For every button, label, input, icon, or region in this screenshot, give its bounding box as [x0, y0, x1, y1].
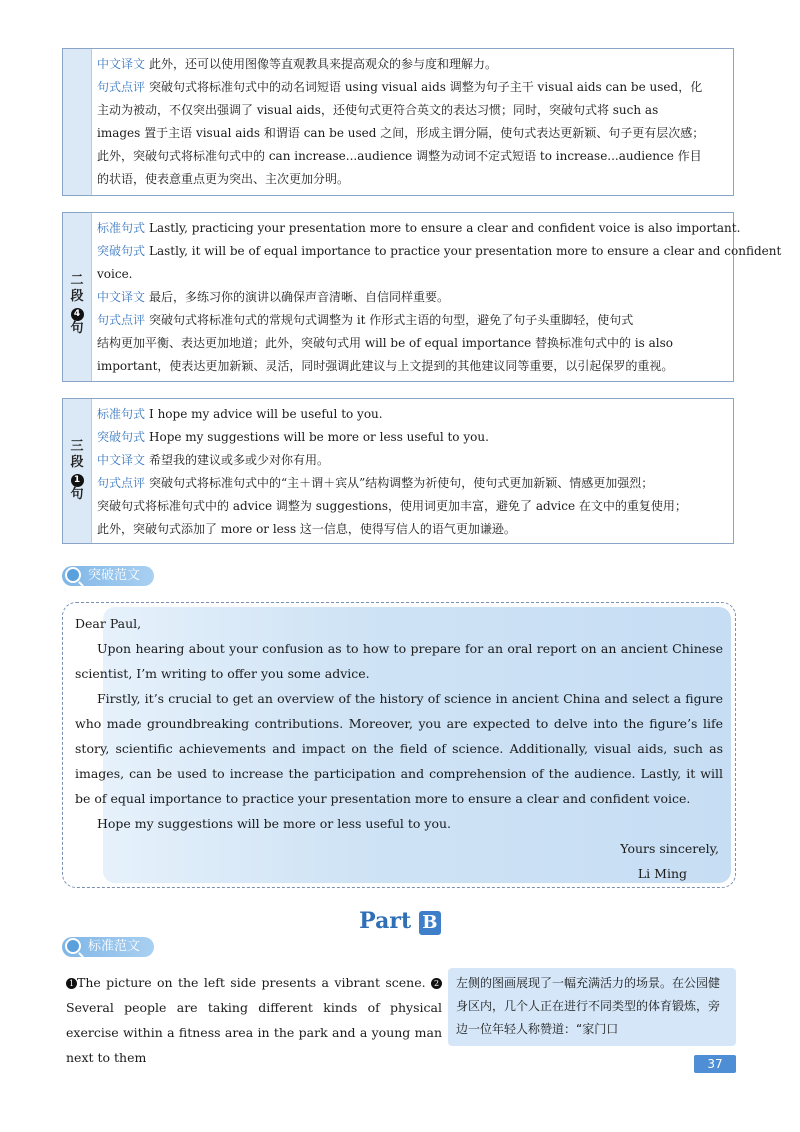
letter-signature: Li Ming — [637, 866, 687, 881]
analysis-line — [97, 472, 725, 495]
analysis-text: 突破句式将标准句式中的动名词短语 using visual aids 调整为句子主干 visual aids can be used，化 — [149, 80, 703, 94]
letter-greeting: Dear Paul, — [75, 616, 142, 631]
analysis-line — [97, 309, 725, 332]
analysis-line — [97, 145, 725, 168]
analysis-label: 句式点评 — [97, 80, 146, 94]
analysis-label: 标准句式 — [97, 221, 146, 235]
analysis-text: Hope my suggestions will be more or less useful to you. — [149, 430, 489, 444]
letter-closing: Yours sincerely, — [620, 841, 719, 856]
sentence-number: 1 — [66, 978, 77, 989]
page-number: 37 — [694, 1055, 736, 1073]
analysis-label: 突破句式 — [97, 430, 146, 444]
analysis-label: 中文译文 — [97, 453, 146, 467]
analysis-line — [97, 449, 725, 472]
analysis-text: 突破句式将标准句式的常规句式调整为 it 作形式主语的句型，避免了句子头重脚轻，使句式 — [149, 313, 634, 327]
analysis-line — [97, 240, 782, 263]
analysis-text: 此外，突破句式将标准句式中的 can increase...audience 调整为动词不定式短语 to increase...audience 作目 — [97, 149, 702, 163]
analysis-text: 突破句式将标准句式中的 advice 调整为 suggestions，使用词更加丰富，避免了 advice 在文中的重复使用； — [97, 499, 687, 513]
letter-paragraph-3: Hope my suggestions will be more or less useful to you. — [97, 816, 452, 831]
translation-box: 左侧的图画展现了一幅充满活力的场景。在公园健身区内，几个人正在进行不同类型的体育锻炼，旁边一位年轻人称赞道：“家门口 — [448, 968, 736, 1046]
analysis-line — [97, 332, 725, 355]
analysis-text: 希望我的建议或多或少对你有用。 — [149, 453, 330, 467]
analysis-lines — [97, 399, 733, 545]
analysis-text: important，使表达更加新颖、灵活，同时强调此建议与上文提到的其他建议同等重要，以引起保罗的重视。 — [97, 359, 674, 373]
analysis-line — [97, 355, 725, 378]
magnifier-icon — [65, 567, 81, 583]
analysis-lines — [97, 213, 782, 382]
analysis-line — [97, 263, 725, 286]
part-heading: Part B — [0, 908, 800, 935]
letter-paragraph-2: Firstly, it’s crucial to get an overview of the history of science in ancient China and select a figure who made groundbreaking contributions. Moreover, you are expected to delve into the figure’s life story, scientific achievements and impact on the field of science. Additionally, visual aids, such as images, can be used to increase the participation and comprehension of the audience. Lastly, it will be of equal importance to practice your presentation more to ensure a clear and confident voice. — [75, 691, 723, 806]
analysis-text: 此外，还可以使用图像等直观教具来提高观众的参与度和理解力。 — [149, 57, 498, 71]
analysis-text: 结构更加平衡、表达更加地道；此外，突破句式用 will be of equal importance 替换标准句式中的 is also — [97, 336, 674, 350]
analysis-line — [97, 168, 725, 191]
analysis-line — [97, 217, 741, 240]
part-letter-badge: B — [419, 911, 441, 935]
analysis-text: 的状语，使表意重点更为突出、主次更加分明。 — [97, 172, 350, 186]
analysis-text: Lastly, practicing your presentation more to ensure a clear and confident voice is also important. — [149, 221, 741, 235]
analysis-label: 句式点评 — [97, 313, 146, 327]
box-side-strip — [63, 49, 92, 195]
analysis-label: 中文译文 — [97, 290, 146, 304]
analysis-text: 突破句式将标准句式中的“主＋谓＋宾从”结构调整为祈使句，使句式更加新颖、情感更加强烈； — [149, 476, 654, 490]
analysis-text: 此外，突破句式添加了 more or less 这一信息，使得写信人的语气更加谦逊。 — [97, 522, 516, 536]
analysis-line — [97, 286, 725, 309]
paragraph-sentence-label: 三 段 1 句 — [70, 439, 84, 502]
analysis-box-1 — [62, 48, 734, 196]
analysis-label: 句式点评 — [97, 476, 146, 490]
analysis-line — [97, 122, 725, 145]
analysis-label: 突破句式 — [97, 244, 146, 258]
section-tag-breakthrough: 突破范文 — [62, 566, 154, 586]
analysis-text: I hope my advice will be useful to you. — [149, 407, 383, 421]
analysis-line — [97, 518, 725, 541]
analysis-text: 主动为被动，不仅突出强调了 visual aids，还使句式更符合英文的表达习惯；同时，突破句式将 such as — [97, 103, 659, 117]
model-letter — [62, 602, 736, 888]
analysis-text: 最后，多练习你的演讲以确保声音清晰、自信同样重要。 — [149, 290, 450, 304]
sentence-number: 2 — [431, 978, 442, 989]
analysis-line — [97, 53, 725, 76]
paragraph-sentence-label: 二 段 4 句 — [70, 273, 84, 336]
analysis-label: 标准句式 — [97, 407, 146, 421]
letter-paragraph-1: Upon hearing about your confusion as to how to prepare for an oral report on an ancient Chinese scientist, I’m writing to offer you some advice. — [75, 641, 723, 681]
analysis-box-2 — [62, 212, 782, 382]
analysis-text: Lastly, it will be of equal importance to practice your presentation more to ensure a clear and confident — [149, 244, 782, 258]
magnifier-icon — [65, 938, 81, 954]
sample-english-text: 1 The picture on the left side presents a vibrant scene. 2Several people are taking different kinds of physical exercise within a fitness area in the park and a young man next to them — [66, 975, 442, 1065]
analysis-box-3 — [62, 398, 734, 544]
analysis-lines — [97, 49, 733, 195]
analysis-line — [97, 99, 725, 122]
analysis-line — [97, 426, 725, 449]
analysis-line — [97, 495, 725, 518]
section-tag-standard: 标准范文 — [62, 937, 154, 957]
analysis-text: images 置于主语 visual aids 和谓语 can be used 之间，形成主谓分隔，使句式表达更新颖、句子更有层次感； — [97, 126, 705, 140]
analysis-label: 中文译文 — [97, 57, 146, 71]
analysis-line — [97, 76, 725, 99]
analysis-text: voice. — [97, 267, 133, 281]
analysis-line — [97, 403, 725, 426]
